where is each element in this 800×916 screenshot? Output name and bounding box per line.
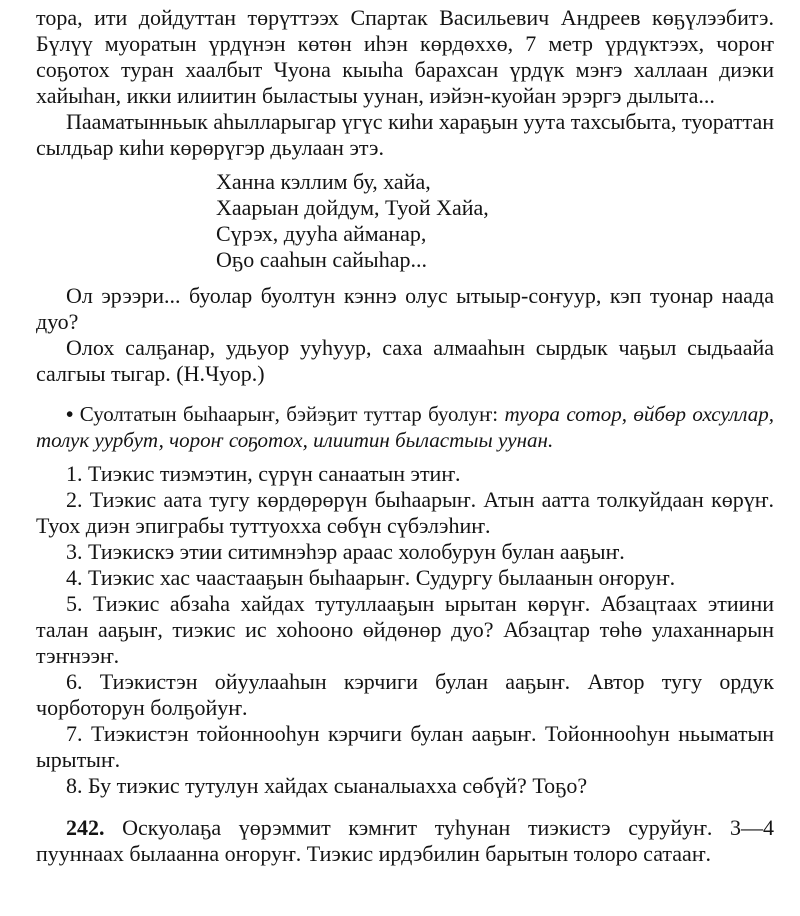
question-item: 3. Тиэкискэ этии ситимнэһэр араас холобурун булан ааҕыҥ. bbox=[66, 539, 625, 564]
paragraph-memorial: Пааматынньык аһылларыгар үгүс киһи хараҕын уута тахсыбыта, туораттан сылдьар киһи көрөрүгэр дьулаан этэ. bbox=[36, 109, 774, 160]
question-item: 7. Тиэкистэн тойоннооһун кэрчиги булан ааҕыҥ. Тойоннооһун ньыматын ырытыҥ. bbox=[36, 721, 774, 772]
paragraph-however: Ол эрээри... буолар буолтун кэннэ олус ытыыр-соҥуур, кэп туонар наада дуо? bbox=[36, 283, 774, 334]
vocabulary-note bbox=[36, 401, 774, 453]
exercise-242 bbox=[36, 815, 774, 867]
question-item: 5. Тиэкис абзаһа хайдах тутуллааҕын ырытан көрүҥ. Абзацтаах этиини талан ааҕыҥ, тиэкис ис хоһооно өйдөнөр дуо? Абзацтар төһө улаханнарын тэҥнээҥ. bbox=[36, 591, 774, 668]
poem-line: Оҕо сааһын сайыһар... bbox=[216, 247, 427, 272]
exercise-text: Оскуолаҕа үөрэммит кэмҥит туһунан тиэкистэ суруйуҥ. 3—4 пууннаах былаанна оҥоруҥ. Тиэкис ирдэбилин барытын толоро сатааҥ. bbox=[36, 815, 774, 866]
poem-block bbox=[36, 169, 774, 273]
vocabulary-note-terms: туора сотор, өйбөр охсуллар, толук уурбут, чороҥ соҕотох, илиитин быластыы уунан. bbox=[36, 402, 774, 452]
question-item: 2. Тиэкис аата тугу көрдөрөрүн быһаарыҥ. Атын аатта толкуйдаан көрүҥ. Туох диэн эпиграбы туттуохха сөбүн сүбэлэһиҥ. bbox=[36, 487, 774, 538]
poem-line: Сүрэх, дууһа айманар, bbox=[216, 221, 427, 246]
question-item: 1. Тиэкис тиэмэтин, сүрүн санаатын этиҥ. bbox=[66, 461, 461, 486]
poem-line: Хаарыан дойдум, Туой Хайа, bbox=[216, 195, 489, 220]
question-item: 8. Бу тиэкис тутулун хайдах сыаналыахха сөбүй? Тоҕо? bbox=[66, 773, 588, 798]
question-item: 6. Тиэкистэн ойуулааһын кэрчиги булан ааҕыҥ. Автор тугу ордук чорботорун болҕойуҥ. bbox=[36, 669, 774, 720]
paragraph-top-continuation: тора, ити дойдуттан төрүттээх Спартак Васильевич Андреев көҕүлээбитэ. Бүлүү муоратын үрдүнэн көтөн иһэн көрдөххө, 7 метр үрдүктээх, чороҥ соҕотох туран хаалбыт Чуона кыыһа барахсан үрдүк мэҥэ халлаан диэки хайыһан, икки илиитин быластыы уунан, иэйэн-куойан эрэргэ дылыта... bbox=[36, 5, 774, 108]
paragraph-life-continues: Олох салҕанар, удьуор ууһуур, саха алмааһын сырдык чаҕыл сыдьаайа салгыы тыгар. (Н.Чуор.) bbox=[36, 335, 774, 386]
question-item: 4. Тиэкис хас чаастааҕын быһаарыҥ. Судургу былаанын оҥоруҥ. bbox=[66, 565, 676, 590]
question-list bbox=[36, 461, 774, 799]
poem-line: Ханна кэллим бу, хайа, bbox=[216, 169, 431, 194]
bullet-icon: • bbox=[66, 402, 74, 426]
exercise-number: 242. bbox=[66, 815, 105, 840]
vocabulary-note-intro: Суолтатын быһаарыҥ, бэйэҕит туттар буолуҥ: bbox=[73, 402, 505, 426]
